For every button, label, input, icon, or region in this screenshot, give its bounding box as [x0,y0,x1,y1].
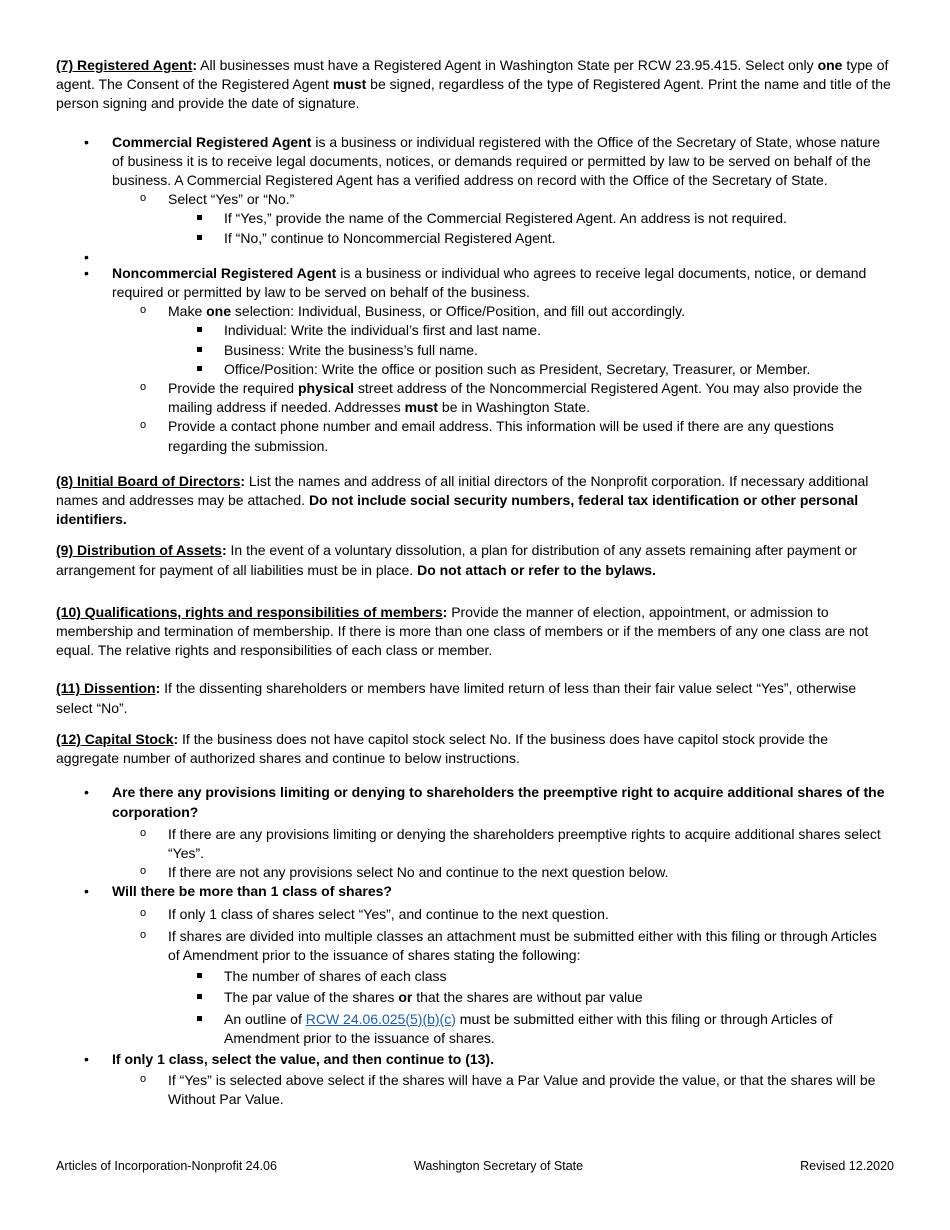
address-text-3: be in Washington State. [438,399,591,416]
classes-question-item [56,882,892,1048]
instructions-page [56,56,892,1110]
section-11-heading: (11) Dissention [56,680,156,697]
shares-each-class-item: The number of shares of each class [168,967,892,986]
section-7-paragraph [56,56,892,114]
section-7-bold-must: must [332,76,367,93]
registered-agent-list [56,133,892,456]
section-7-colon: : [192,57,198,73]
preemptive-question-item [56,783,892,882]
section-7-bold-one: one [817,57,843,73]
section-8-heading: (8) Initial Board of Directors [56,472,241,489]
par-value-text-2: that the shares are without par value [412,989,643,1006]
section-8-colon: : [240,472,246,489]
preemptive-question: Are there any provisions limiting or denying to shareholders the preemptive right to acquire additional shares of the corporation? [112,784,885,820]
commercial-agent-term: Commercial Registered Agent [112,133,312,150]
section-9-text: In the event of a voluntary dissolution, a plan for distribution of any assets remaining after payment or arrangement for payment of all liabilities must be in place. [56,542,857,578]
preemptive-no-item: o If there are not any provisions select No and continue to the next question below. [112,863,892,882]
spacer [56,248,892,264]
section-10-paragraph [56,603,892,661]
commercial-yes-item: If “Yes,” provide the name of the Commercial Registered Agent. An address is not required. [168,209,892,228]
noncommercial-agent-term: Noncommercial Registered Agent [112,264,337,281]
commercial-select-item [112,190,892,248]
preemptive-yes-item: o If there are any provisions limiting or denying the shareholders preemptive rights to acquire additional shares select “Yes”. [112,825,892,863]
section-9-heading: (9) Distribution of Assets [56,542,222,559]
classes-question: Will there be more than 1 class of shares? [112,883,392,900]
section-7-heading: (7) Registered Agent [56,57,193,73]
make-text-2: selection: Individual, Business, or Office/Position, and fill out accordingly. [231,303,685,320]
commercial-sublist [112,190,892,248]
commercial-agent-item [56,133,892,248]
section-10-heading: (10) Qualifications, rights and responsibilities of members [56,603,443,620]
section-9-bold-text: Do not attach or refer to the bylaws. [417,561,656,578]
section-8-paragraph [56,472,892,530]
section-9-colon: : [221,542,227,559]
rcw-link[interactable]: RCW 24.06.025(5)(b)(c) [305,1010,456,1027]
commercial-select-text: Select “Yes” or “No.” [168,191,295,208]
spacer [56,456,892,472]
footer-form-name: Articles of Incorporation-Nonprofit 24.06 [56,1159,277,1173]
section-7-text-1: All businesses must have a Registered Agent in Washington State per RCW 23.95.415. Select only [197,57,818,73]
multiple-classes-text: If shares are divided into multiple classes an attachment must be submitted either with this filing or through Articles of Amendment prior to the issuance of shares stating the following: [168,927,877,963]
noncommercial-agent-item [56,264,892,456]
par-value-item [168,988,892,1007]
section-12-colon: : [173,730,179,747]
rcw-outline-text-1: An outline of [224,1010,306,1027]
section-12-text: If the business does not have capitol stock select No. If the business does have capitol stock provide the aggregate number of authorized shares and continue to below instructions. [56,730,828,767]
par-value-sublist [112,1071,892,1109]
capital-stock-list [56,783,892,1109]
commercial-agent-text: is a business or individual registered with the Office of the Secretary of State, whose nature of business it is to receive legal documents, notices, or demands required or permitted by law to be served on behalf of the business. A Commercial Registered Agent has a verified address on record with the Office of the Secretary of State. [112,133,881,189]
preemptive-sublist [112,825,892,883]
noncommercial-sublist [112,302,892,456]
noncommercial-address-item [112,379,892,417]
address-text-1: Provide the required [168,380,298,397]
section-8-text: List the names and address of all initial directors of the Nonprofit corporation. If necessary additional names and addresses may be attached. [56,472,869,509]
single-class-value-item [56,1050,892,1110]
section-10-text: Provide the manner of election, appointment, or admission to membership and termination of membership. If there is more than one class of members or if the members of any one class are not equal. The relative rights and responsibilities of each class or member. [56,603,869,659]
individual-option: Individual: Write the individual’s first and last name. [168,321,892,340]
single-class-item: o If only 1 class of shares select “Yes”, and continue to the next question. [112,905,892,924]
section-11-text: If the dissenting shareholders or members have limited return of less than their fair value select “Yes”, otherwise select “No”. [56,680,857,716]
section-8-bold-text: Do not include social security numbers, federal tax identification or other personal identifiers. [56,492,859,528]
office-option: Office/Position: Write the office or position such as President, Secretary, Treasurer, or Member. [168,360,892,379]
footer-agency: Washington Secretary of State [414,1159,584,1173]
section-7-text-3: be signed, regardless of the type of Registered Agent. Print the name and title of the person signing and provide the date of signature. [56,76,891,112]
make-text-1: Make [168,303,207,320]
noncommercial-agent-text: is a business or individual who agrees to receive legal documents, notice, or demand required or permitted by law to be served on behalf of the business. [112,264,867,301]
attachment-requirements-list [168,967,892,1048]
address-bold-physical: physical [297,380,354,397]
noncommercial-selection-item [112,302,892,379]
page-footer [56,1157,894,1176]
selection-options-list [168,321,892,379]
commercial-no-item: If “No,” continue to Noncommercial Registered Agent. [168,229,892,248]
par-value-text-1: The par value of the shares [224,989,399,1006]
footer-revision: Revised 12.2020 [800,1159,894,1173]
commercial-yes-no-list [168,209,892,247]
classes-sublist [112,905,892,1048]
multiple-classes-item [112,927,892,1048]
par-value-yes-item: o If “Yes” is selected above select if the shares will have a Par Value and provide the value, or that the shares will be Without Par Value. [112,1071,892,1109]
section-12-heading: (12) Capital Stock [56,730,174,747]
section-12-paragraph [56,730,892,768]
rcw-outline-item [168,1010,892,1048]
business-option: Business: Write the business’s full name. [168,341,892,360]
section-9-paragraph [56,541,892,579]
make-bold-one: one [206,303,232,320]
single-class-value-text: If only 1 class, select the value, and then continue to (13). [112,1050,494,1067]
address-bold-must: must [404,399,439,416]
noncommercial-contact-item: o Provide a contact phone number and email address. This information will be used if there are any questions regarding the submission. [112,417,892,455]
section-11-paragraph [56,679,892,717]
section-10-colon: : [442,603,448,620]
section-11-colon: : [155,680,161,697]
rcw-outline-text-2: must be submitted either with this filing or through Articles of Amendment prior to the issuance of shares. [224,1010,833,1046]
address-text-2: street address of the Noncommercial Registered Agent. You may also provide the mailing address if needed. Addresses [168,380,863,416]
section-7-text-2: type of agent. The Consent of the Registered Agent [56,57,889,93]
par-value-bold-or: or [398,989,413,1006]
